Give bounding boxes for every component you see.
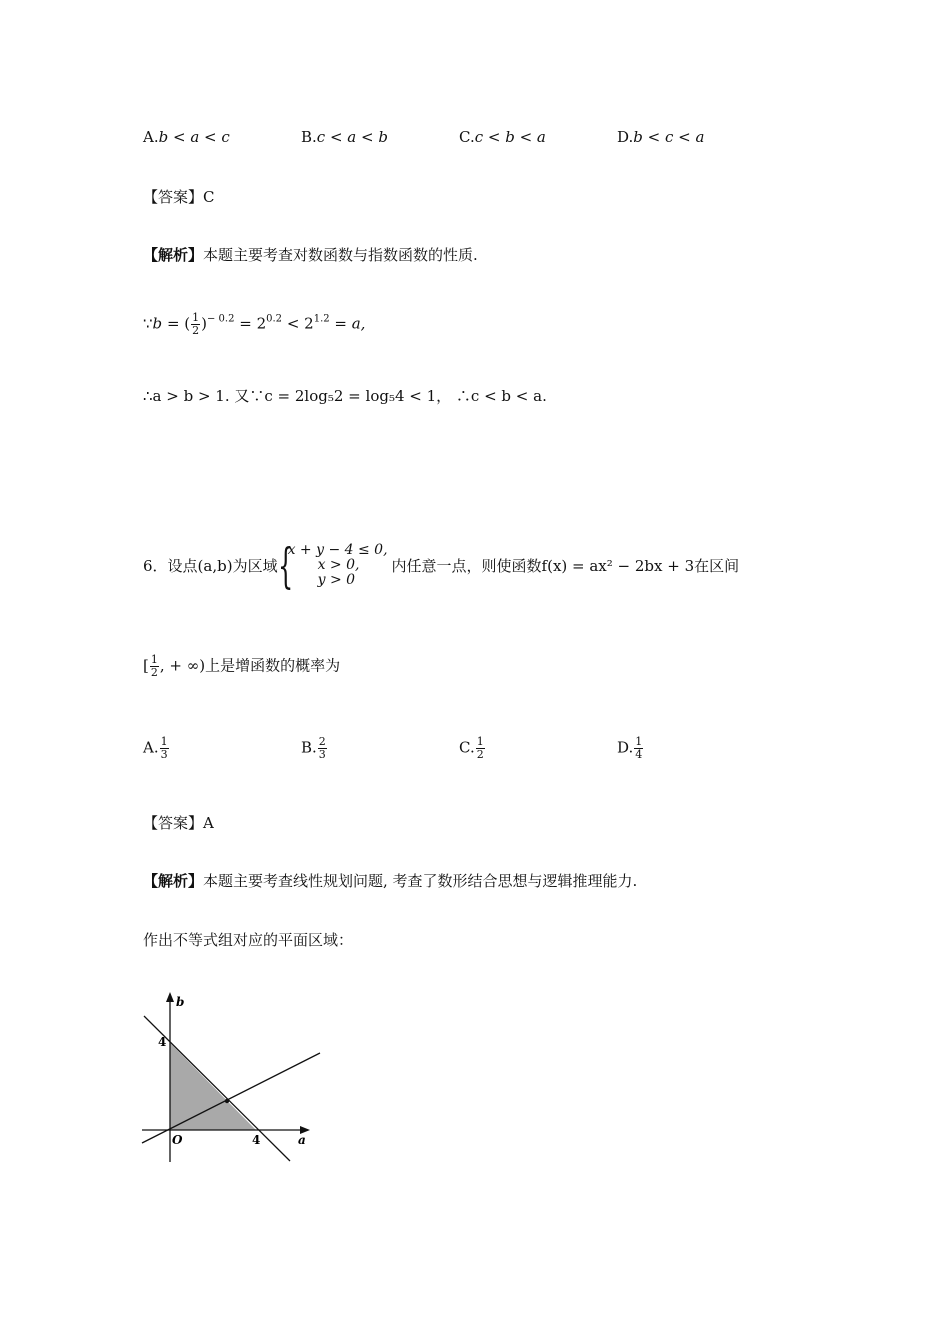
q6-option-c: C. $\frac{1}{2}$	[459, 735, 484, 761]
q5-step-1: ∵b = ( $\frac{1}{2}$ )$^{- 0.2} = 2^{0.2} < 2^{1.2} = a$,	[143, 311, 366, 337]
origin-label: O	[172, 1133, 183, 1147]
q5-answer: 【答案】C	[143, 188, 215, 206]
q5-option-c: C.c < b < a	[459, 128, 546, 146]
fraction-half: $\frac{1}{2}$	[150, 653, 158, 679]
q6-option-a: A. $\frac{1}{3}$	[143, 735, 168, 761]
q5-option-a: A.b < a < c	[143, 128, 230, 146]
q6-number: 6．	[143, 557, 168, 575]
intersection-point	[225, 1099, 229, 1103]
feasible-region-figure	[136, 988, 326, 1168]
q6-region-text: 作出不等式组对应的平面区域：	[143, 931, 354, 949]
q6-answer: 【答案】A	[143, 814, 214, 832]
q6-analysis: 【解析】本题主要考查线性规划问题, 考查了数形结合思想与逻辑推理能力.	[143, 872, 638, 890]
q6-stem-line-2: [ $\frac{1}{2}$ , + ∞)上是增函数的概率为	[143, 653, 341, 679]
brace-icon: {	[277, 538, 293, 594]
inequality-system: { x + y − 4 ≤ 0, x > 0, y > 0	[277, 538, 388, 594]
axis-y-label: b	[176, 995, 185, 1009]
analysis-tag: 【解析】	[143, 872, 204, 890]
q5-analysis: 【解析】本题主要考查对数函数与指数函数的性质.	[143, 246, 478, 264]
feasible-region	[170, 1043, 256, 1130]
q5-option-d: D.b < c < a	[617, 128, 705, 146]
fraction-half: $\frac{1}{2}$	[192, 311, 200, 337]
analysis-tag: 【解析】	[143, 246, 204, 264]
q6-option-d: D. $\frac{1}{4}$	[617, 735, 643, 761]
q6-stem: 6．设点(a,b)为区域 { x + y − 4 ≤ 0, x > 0, y > 0 内任意一点，则使函数f(x) = ax² − 2bx + 3在区间	[143, 538, 740, 594]
q5-option-b: B.c < a < b	[301, 128, 388, 146]
q6-option-b: B. $\frac{2}{3}$	[301, 735, 326, 761]
q5-step-2: ∴a > b > 1. 又∵c = 2log₅2 = log₅4 < 1， ∴c < b < a.	[143, 387, 547, 405]
y-tick-label: 4	[158, 1035, 167, 1049]
x-tick-label: 4	[252, 1133, 261, 1147]
axis-x-label: a	[298, 1133, 306, 1147]
y-axis-arrow-icon	[166, 992, 174, 1002]
